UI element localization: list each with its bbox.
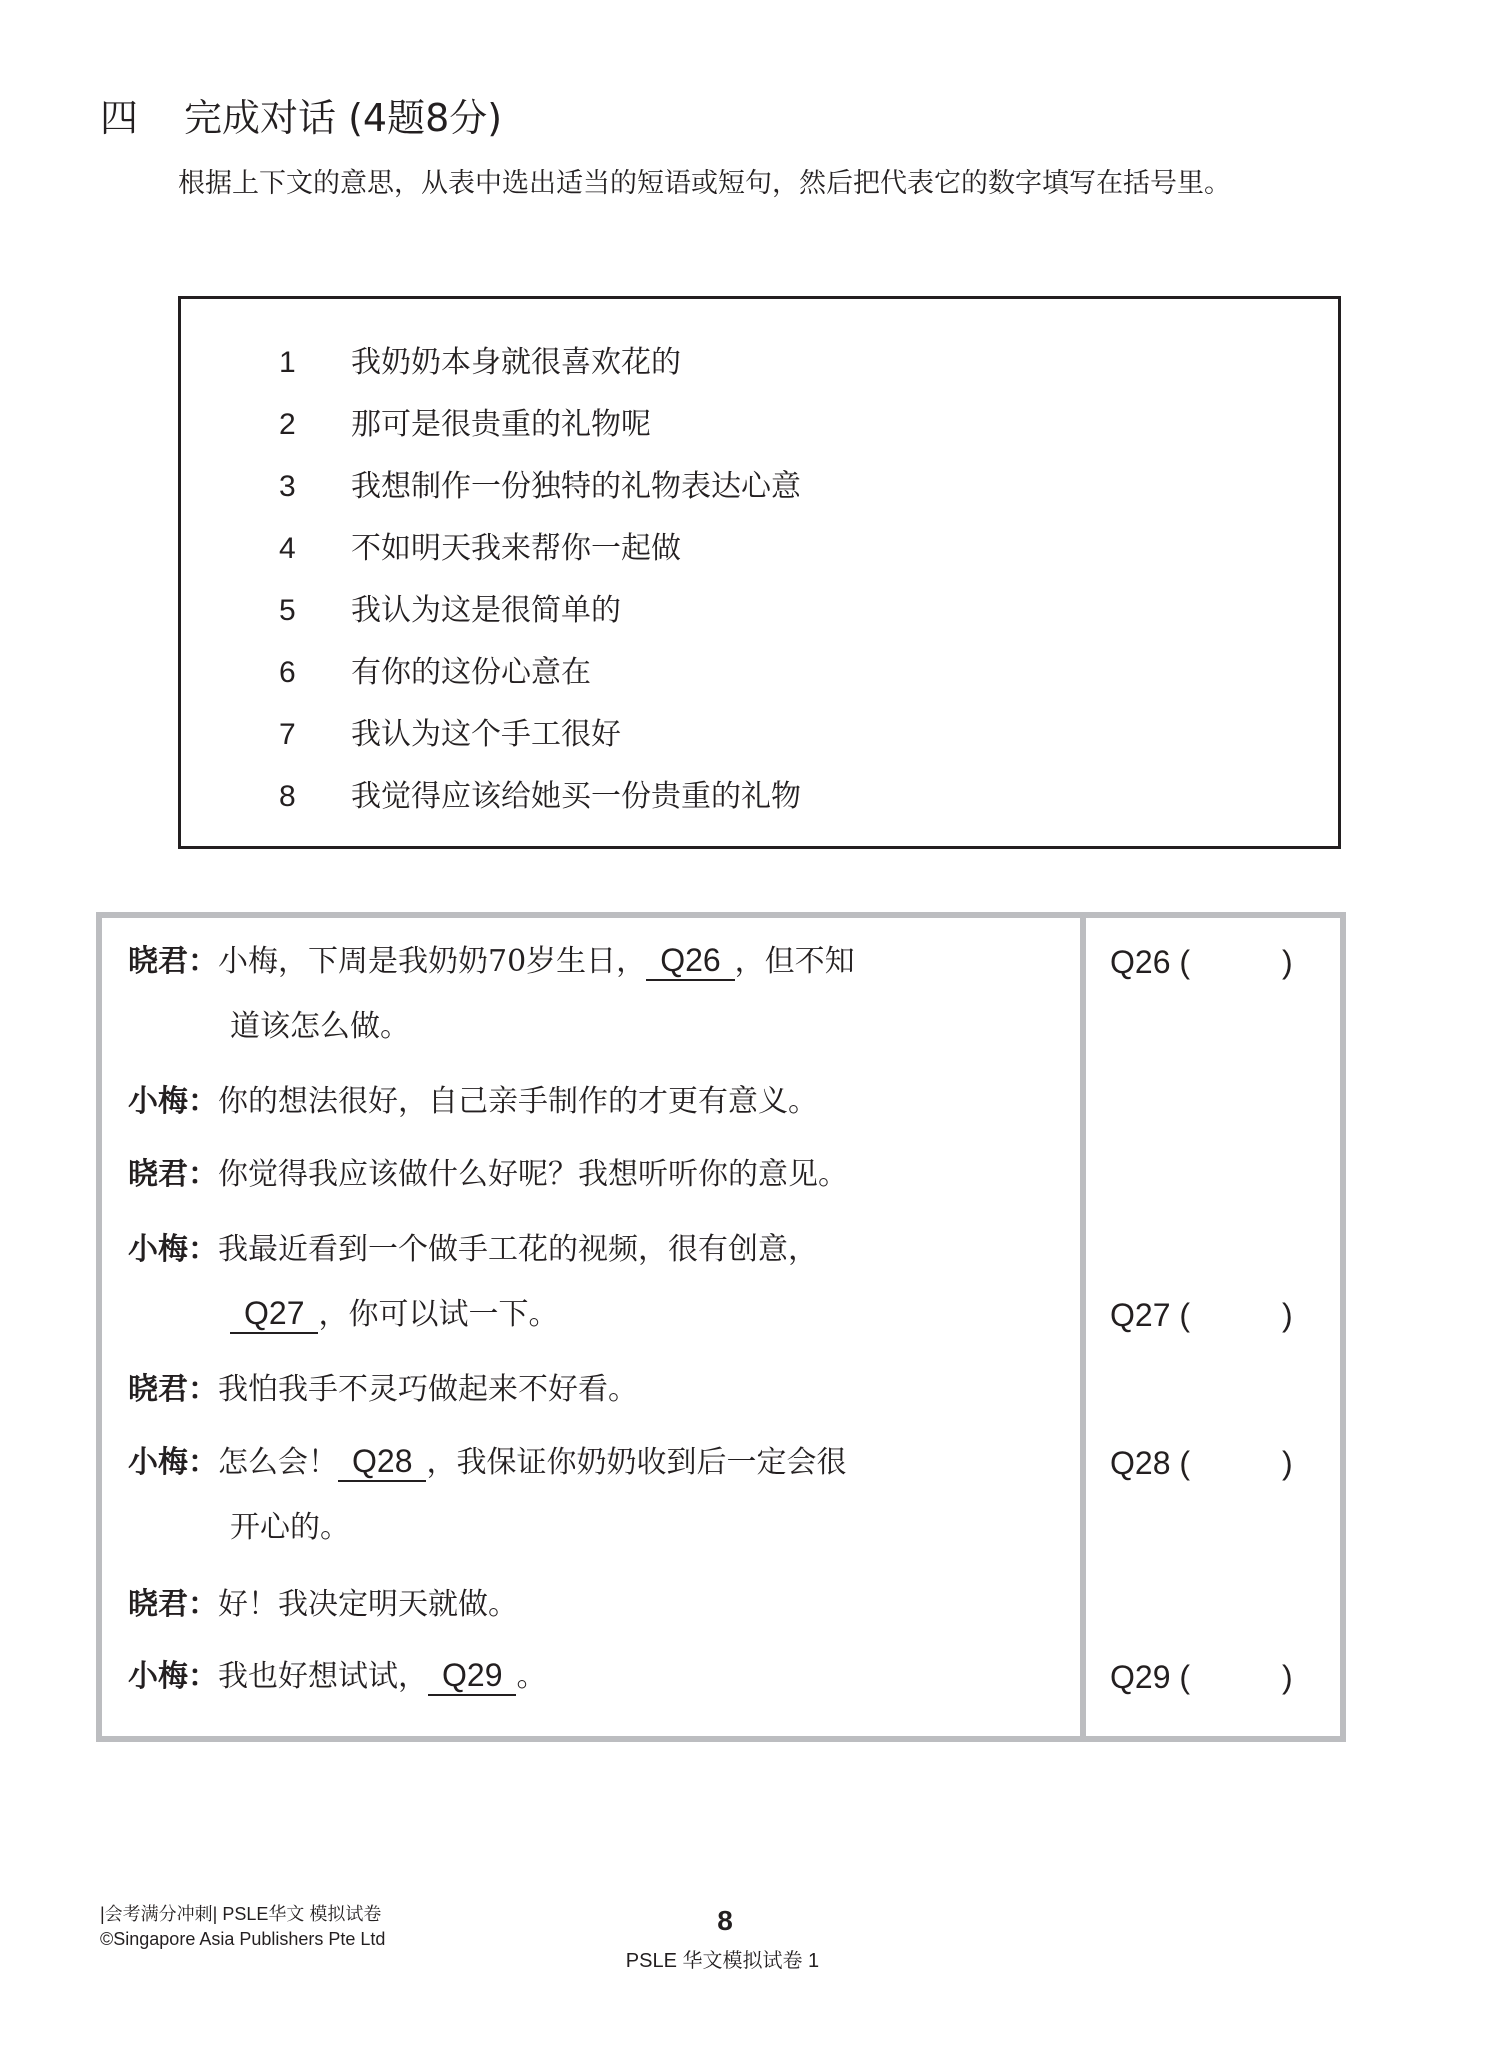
dialogue-text: ，但不知 — [734, 944, 855, 979]
speaker: 小梅： — [128, 1232, 218, 1267]
option-item — [279, 653, 591, 693]
blank-q28: Q28 — [338, 1442, 426, 1482]
dialogue-text: 你的想法很好，自己亲手制作的才更有意义。 — [218, 1084, 818, 1119]
instruction-text: 根据上下文的意思，从表中选出适当的短语或短句，然后把代表它的数字填写在括号里。 — [178, 168, 1231, 199]
dialogue-text: 怎么会！ — [218, 1445, 338, 1480]
option-text: 我认为这是很简单的 — [351, 593, 621, 628]
close-paren: ) — [1282, 944, 1293, 980]
options-box — [178, 296, 1341, 849]
dialogue-text: 。 — [516, 1659, 547, 1694]
open-paren: ( — [1179, 1445, 1191, 1481]
dialogue-text: 我也好想试试， — [218, 1659, 428, 1694]
dialogue-line — [128, 1368, 638, 1412]
option-number: 3 — [279, 470, 296, 503]
section-title: 完成对话 (4题8分) — [184, 96, 503, 140]
dialogue-text: 我最近看到一个做手工花的视频，很有创意， — [218, 1232, 818, 1267]
section-number: 四 — [100, 96, 139, 140]
option-text: 我觉得应该给她买一份贵重的礼物 — [351, 779, 801, 814]
answer-label: Q27 — [1110, 1297, 1171, 1333]
dialogue-line-continued: 开心的。 — [230, 1510, 350, 1545]
column-divider — [1080, 918, 1086, 1736]
dialogue-line-continued: 道该怎么做。 — [230, 1009, 410, 1044]
option-text: 那可是很贵重的礼物呢 — [351, 407, 651, 442]
option-item — [279, 529, 681, 569]
option-number: 2 — [279, 408, 296, 441]
option-number: 5 — [279, 594, 296, 627]
answer-field-q26[interactable] — [1110, 940, 1293, 984]
close-paren: ) — [1282, 1445, 1293, 1481]
close-paren: ) — [1282, 1297, 1293, 1333]
dialogue-text: ，我保证你奶奶收到后一定会很 — [426, 1445, 847, 1480]
option-text: 我奶奶本身就很喜欢花的 — [351, 345, 681, 380]
dialogue-line — [128, 940, 855, 984]
answer-label: Q29 — [1110, 1659, 1171, 1695]
answer-field-q27[interactable] — [1110, 1293, 1293, 1337]
blank-q26: Q26 — [646, 941, 734, 981]
option-number: 6 — [279, 656, 296, 689]
answer-label: Q26 — [1110, 944, 1171, 980]
speaker: 晓君： — [128, 1157, 218, 1192]
option-item — [279, 591, 621, 631]
dialogue-line — [128, 1228, 818, 1272]
speaker: 晓君： — [128, 1372, 218, 1407]
option-number: 1 — [279, 346, 296, 379]
option-text: 有你的这份心意在 — [351, 655, 591, 690]
option-text: 我想制作一份独特的礼物表达心意 — [351, 469, 801, 504]
option-number: 8 — [279, 780, 296, 813]
open-paren: ( — [1179, 1297, 1191, 1333]
speaker: 小梅： — [128, 1084, 218, 1119]
speaker: 小梅： — [128, 1445, 218, 1480]
footer-left — [100, 1902, 385, 1952]
dialogue-text: 我怕我手不灵巧做起来不好看。 — [218, 1372, 638, 1407]
option-number: 4 — [279, 532, 296, 565]
dialogue-line-continued — [230, 1293, 558, 1337]
option-item — [279, 467, 801, 507]
answer-label: Q28 — [1110, 1445, 1171, 1481]
dialogue-text: 好！我决定明天就做。 — [218, 1587, 518, 1622]
dialogue-line — [128, 1655, 546, 1699]
answer-field-q28[interactable] — [1110, 1441, 1293, 1485]
copyright: ©Singapore Asia Publishers Pte Ltd — [100, 1929, 386, 1949]
open-paren: ( — [1179, 1659, 1191, 1695]
dialogue-table — [96, 912, 1346, 1742]
option-item — [279, 343, 681, 383]
paper-title: PSLE 华文模拟试卷 1 — [625, 1950, 820, 1972]
option-text: 不如明天我来帮你一起做 — [351, 531, 681, 566]
close-paren: ) — [1282, 1659, 1293, 1695]
option-number: 7 — [279, 718, 296, 751]
page-number: 8 — [717, 1905, 733, 1936]
speaker: 晓君： — [128, 944, 218, 979]
series-title: |会考满分冲刺| PSLE华文 模拟试卷 — [100, 1904, 382, 1924]
blank-q29: Q29 — [428, 1656, 516, 1696]
option-text: 我认为这个手工很好 — [351, 717, 621, 752]
blank-q27: Q27 — [230, 1294, 318, 1334]
option-item — [279, 777, 801, 817]
speaker: 晓君： — [128, 1587, 218, 1622]
dialogue-text: ，你可以试一下。 — [318, 1297, 559, 1332]
dialogue-line — [128, 1583, 518, 1627]
dialogue-line — [128, 1153, 848, 1197]
dialogue-line — [128, 1441, 846, 1485]
dialogue-line — [128, 1080, 818, 1124]
answer-field-q29[interactable] — [1110, 1655, 1293, 1699]
speaker: 小梅： — [128, 1659, 218, 1694]
open-paren: ( — [1179, 944, 1191, 980]
dialogue-text: 小梅，下周是我奶奶70岁生日， — [218, 944, 647, 979]
option-item — [279, 405, 651, 445]
dialogue-text: 你觉得我应该做什么好呢？我想听听你的意见。 — [218, 1157, 848, 1192]
option-item — [279, 715, 621, 755]
section-heading — [100, 94, 502, 142]
